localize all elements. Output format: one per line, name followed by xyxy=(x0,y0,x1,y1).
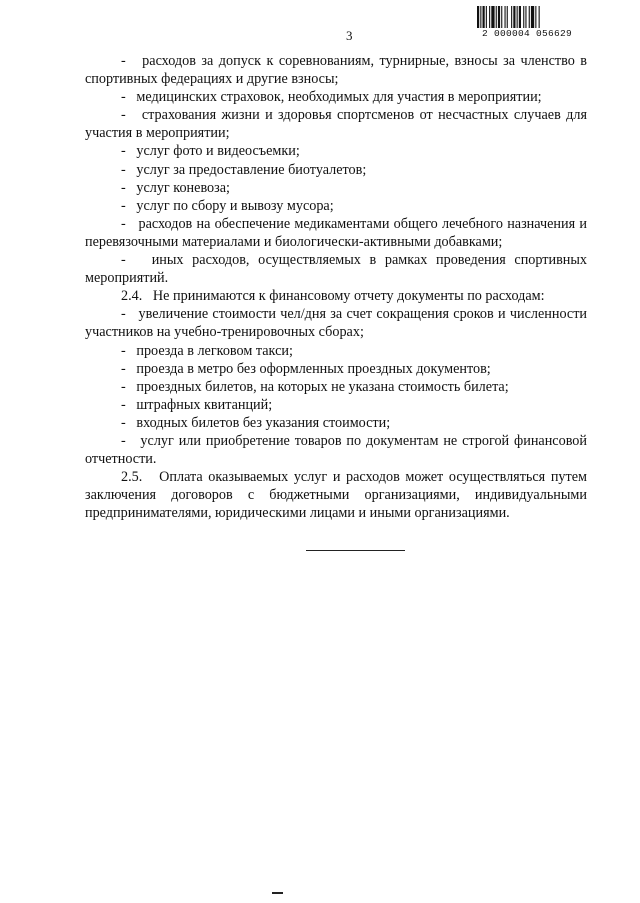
barcode-bars xyxy=(476,6,578,28)
list-item: - входных билетов без указания стоимости; xyxy=(121,414,391,431)
list-item: - услуг коневоза; xyxy=(121,179,230,196)
list-item: - расходов за допуск к соревнованиям, турнирные, взносы за членство в спортивных федерациях и другие взносы; xyxy=(85,53,587,88)
list-item: - услуг фото и видеосъемки; xyxy=(121,143,300,160)
section-paragraph: 2.5. Оплата оказываемых услуг и расходов может осуществляться путем заключения договоров с бюджетными организациями, индивидуальными предпринимателями, юридическими лицами и иными организациями. xyxy=(85,469,587,522)
list-item: - проезда в легковом такси; xyxy=(121,342,293,359)
list-item: - штрафных квитанций; xyxy=(121,396,273,413)
list-item: - проездных билетов, на которых не указана стоимость билета; xyxy=(121,378,509,395)
list-item: - услуг по сбору и вывозу мусора; xyxy=(121,197,334,214)
list-item: - страхования жизни и здоровья спортсменов от несчастных случаев для участия в мероприятии; xyxy=(85,107,587,142)
list-item: - иных расходов, осуществляемых в рамках проведения спортивных мероприятий. xyxy=(85,252,587,287)
list-item: - проезда в метро без оформленных проездных документов; xyxy=(121,360,491,377)
list-item: - услуг за предоставление биотуалетов; xyxy=(121,161,367,178)
list-item: - увеличение стоимости чел/дня за счет сокращения сроков и численности участников на учебно-тренировочных сборах; xyxy=(85,306,587,341)
document-body xyxy=(85,52,587,522)
footer-mark xyxy=(272,892,283,894)
divider-line xyxy=(306,550,405,551)
list-item: - расходов на обеспечение медикаментами общего лечебного назначения и перевязочными материалами и биологически-активными добавками; xyxy=(85,215,587,250)
list-item: - медицинских страховок, необходимых для участия в мероприятии; xyxy=(121,89,542,106)
barcode-number: 2 000004 056629 xyxy=(481,28,572,39)
section-heading: 2.4. Не принимаются к финансовому отчету документы по расходам: xyxy=(121,288,545,305)
list-item: - услуг или приобретение товаров по документам не строгой финансовой отчетности. xyxy=(85,432,587,468)
page-number: 3 xyxy=(346,28,353,43)
barcode xyxy=(476,6,578,42)
